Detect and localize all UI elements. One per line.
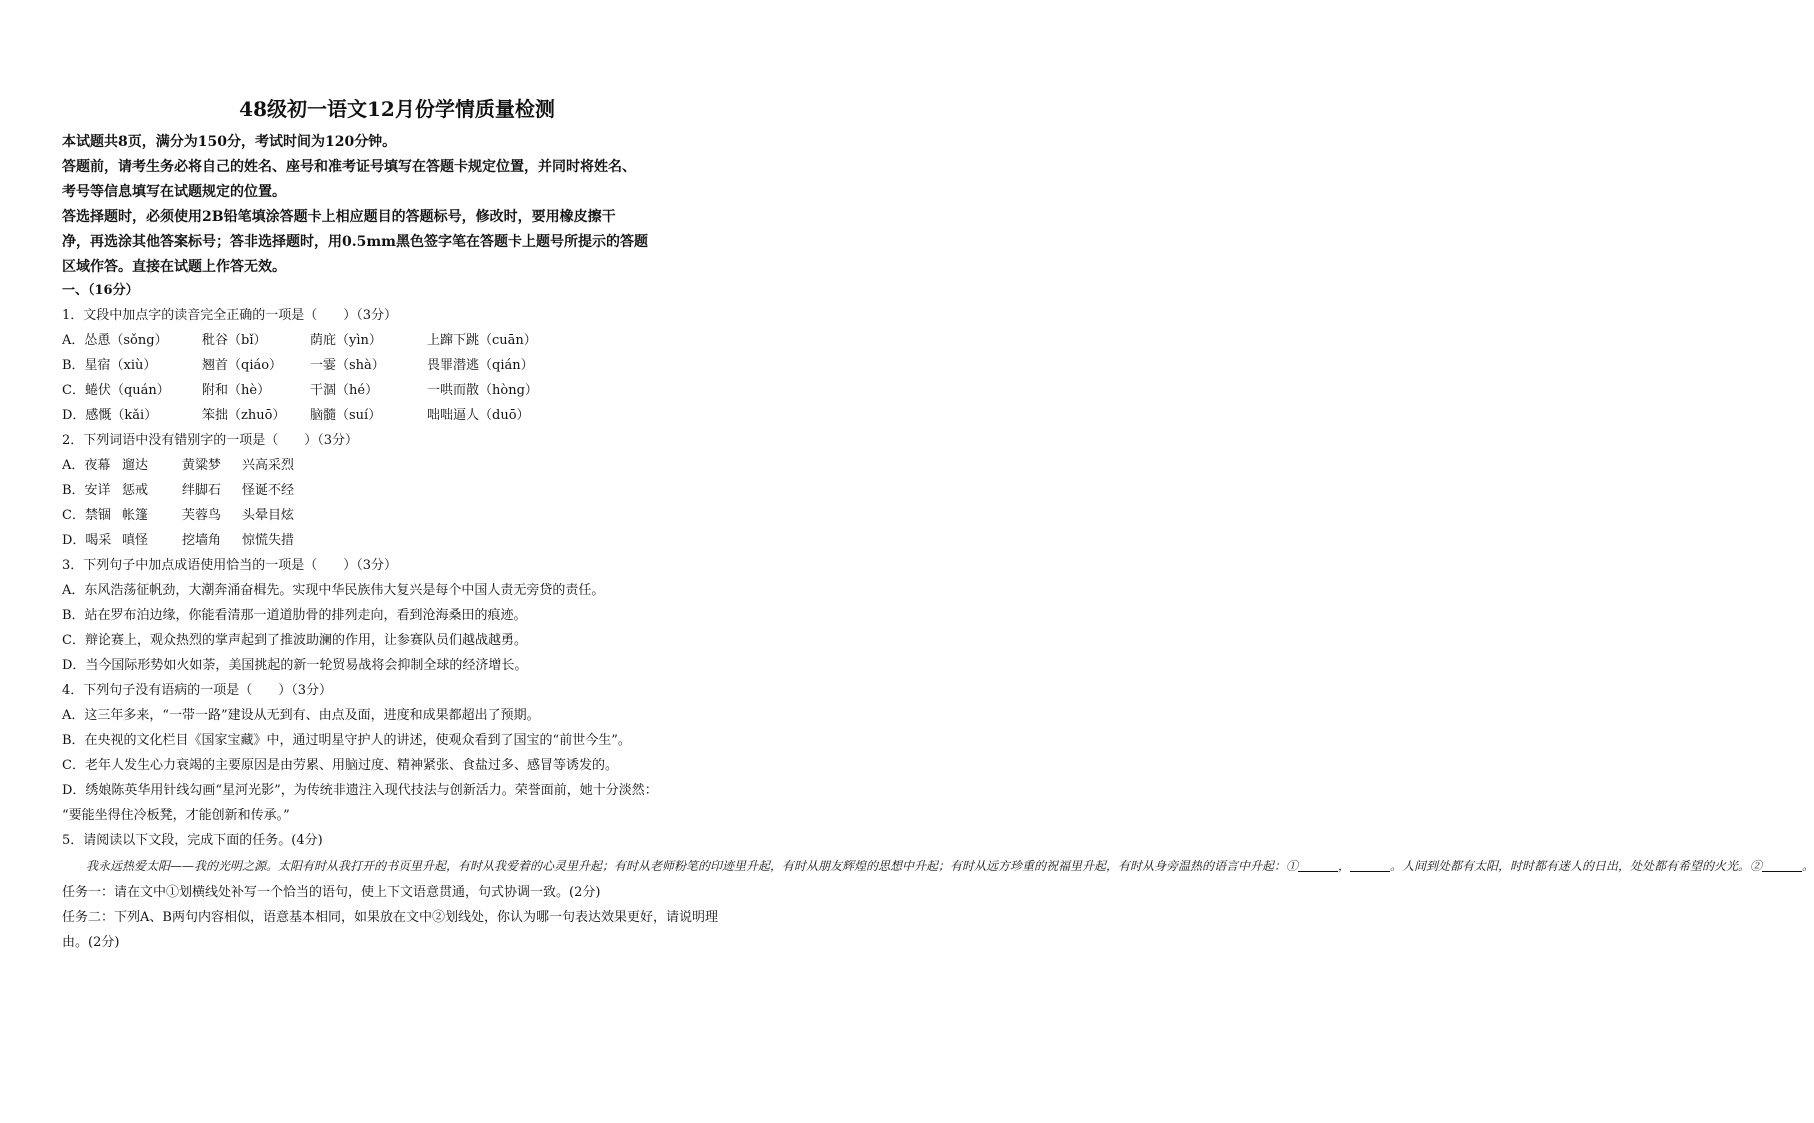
q4-option-a: A．这三年多来，“一带一路”建设从无到有、由点及面，进度和成果都超出了预期。 bbox=[62, 708, 540, 723]
option-item: 嗔怪 bbox=[122, 533, 149, 548]
q1-option-a bbox=[62, 328, 742, 353]
option-item: 帐篷 bbox=[122, 508, 149, 523]
option-item: 附和（hè） bbox=[202, 383, 271, 398]
question-5-stem: 5．请阅读以下文段，完成下面的任务。(4分) bbox=[62, 833, 323, 848]
option-item: 挖墙角 bbox=[182, 533, 222, 548]
option-item: D．感慨（kǎi） bbox=[62, 408, 158, 423]
option-item: 芙蓉鸟 bbox=[182, 508, 222, 523]
q2-option-b bbox=[62, 478, 742, 503]
option-item: 笨拙（zhuō） bbox=[202, 408, 286, 423]
question-2-stem: 2．下列词语中没有错别字的一项是（ ）（3分） bbox=[62, 433, 359, 448]
q1-option-c bbox=[62, 378, 742, 403]
instruction-line: 净，再选涂其他答案标号；答非选择题时，用0.5mm黑色签字笔在答题卡上题号所提示的答题 bbox=[62, 234, 648, 250]
instruction-line: 考号等信息填写在试题规定的位置。 bbox=[62, 184, 286, 200]
option-item: 一霎（shà） bbox=[310, 358, 385, 373]
option-item: 兴高采烈 bbox=[242, 458, 295, 473]
exam-content bbox=[62, 278, 1814, 955]
instruction-line: 答题前，请考生务必将自己的姓名、座号和准考证号填写在答题卡规定位置，并同时将姓名、 bbox=[62, 159, 636, 175]
option-item: A．夜幕 bbox=[62, 458, 111, 473]
option-item: 干涸（hé） bbox=[310, 383, 379, 398]
option-item: 畏罪潜逃（qián） bbox=[427, 358, 534, 373]
passage-text-part-2: 。人间到处都有太阳，时时都有迷人的日出，处处都有希望的火光。② bbox=[1390, 859, 1763, 873]
option-item: D．喝采 bbox=[62, 533, 112, 548]
instruction-line: 本试题共8页，满分为150分，考试时间为120分钟。 bbox=[62, 134, 397, 150]
option-item: 黄粱梦 bbox=[182, 458, 222, 473]
section-heading: 一、（16分） bbox=[62, 283, 139, 298]
option-item: 一哄而散（hòng） bbox=[427, 383, 538, 398]
exam-instructions bbox=[62, 130, 738, 280]
exam-title: 48级初一语文12月份学情质量检测 bbox=[239, 97, 555, 121]
option-item: B．星宿（xiù） bbox=[62, 358, 157, 373]
option-item: 翘首（qiáo） bbox=[202, 358, 283, 373]
q3-option-b: B．站在罗布泊边缘，你能看清那一道道肋骨的排列走向，看到沧海桑田的痕迹。 bbox=[62, 608, 527, 623]
question-3-stem: 3．下列句子中加点成语使用恰当的一项是（ ）（3分） bbox=[62, 558, 398, 573]
q2-option-c bbox=[62, 503, 742, 528]
option-item: C．蜷伏（quán） bbox=[62, 383, 170, 398]
instruction-line: 答选择题时，必须使用2B铅笔填涂答题卡上相应题目的答题标号，修改时，要用橡皮擦干 bbox=[62, 209, 616, 225]
option-item: A．怂恿（sǒng） bbox=[62, 333, 168, 348]
task-one: 任务一：请在文中①划横线处补写一个恰当的语句，使上下文语意贯通，句式协调一致。(2分) bbox=[62, 885, 601, 900]
q3-option-c: C．辩论赛上，观众热烈的掌声起到了推波助澜的作用，让参赛队员们越战越勇。 bbox=[62, 633, 527, 648]
passage-text-part-1: 我永远热爱太阳——我的光明之源。太阳有时从我打开的书页里升起，有时从我爱着的心灵里升起；有时从老师粉笔的印迹里升起，有时从朋友辉煌的思想中升起；有时从远方珍重的祝福里升起，有时从身旁温热的语言中升起：① bbox=[86, 859, 1299, 873]
option-item: 绊脚石 bbox=[182, 483, 222, 498]
q4-option-d: D．绣娘陈英华用针线勾画“星河光影”，为传统非遗注入现代技法与创新活力。荣誉面前，她十分淡然： bbox=[62, 783, 658, 798]
option-item: B．安详 bbox=[62, 483, 111, 498]
option-item: 惊慌失措 bbox=[242, 533, 295, 548]
q1-option-b bbox=[62, 353, 742, 378]
passage-separator: ， bbox=[1338, 859, 1351, 873]
option-item: 怪诞不经 bbox=[242, 483, 295, 498]
fill-blank-1 bbox=[1298, 857, 1338, 872]
q2-option-d bbox=[62, 528, 742, 553]
fill-blank-1b bbox=[1350, 857, 1390, 872]
question-4-stem: 4．下列句子没有语病的一项是（ ）（3分） bbox=[62, 683, 333, 698]
q4-option-c: C．老年人发生心力衰竭的主要原因是由劳累、用脑过度、精神紧张、食盐过多、感冒等诱发的。 bbox=[62, 758, 618, 773]
option-item: 咄咄逼人（duō） bbox=[427, 408, 530, 423]
q4-option-d-continued: “要能坐得住冷板凳，才能创新和传承。” bbox=[62, 808, 290, 823]
q3-option-d: D．当今国际形势如火如荼，美国挑起的新一轮贸易战将会抑制全球的经济增长。 bbox=[62, 658, 528, 673]
q2-option-a bbox=[62, 453, 742, 478]
option-item: 上蹿下跳（cuān） bbox=[427, 333, 537, 348]
question-1-stem: 1．文段中加点字的读音完全正确的一项是（ ）（3分） bbox=[62, 308, 398, 323]
instruction-line: 区域作答。直接在试题上作答无效。 bbox=[62, 259, 286, 275]
reading-passage: 我永远热爱太阳——我的光明之源。太阳有时从我打开的书页里升起，有时从我爱着的心灵里升起；有时从老师粉笔的印迹里升起，有时从朋友辉煌的思想中升起；有时从远方珍重的祝福里升起，有时从身旁温热的语言中升起：① ， 。人间到处都有太阳，时时都有迷人的日出，处处都有希望的火光。② 。 bbox=[86, 859, 1814, 873]
option-item: C．禁锢 bbox=[62, 508, 111, 523]
option-item: 惩戒 bbox=[122, 483, 149, 498]
q1-option-d bbox=[62, 403, 742, 428]
q4-option-b: B．在央视的文化栏目《国家宝藏》中，通过明星守护人的讲述，使观众看到了国宝的“前世今生”。 bbox=[62, 733, 631, 748]
task-two: 任务二：下列A、B两句内容相似，语意基本相同，如果放在文中②划线处，你认为哪一句表达效果更好，请说明理由。(2分) bbox=[62, 910, 718, 950]
fill-blank-2 bbox=[1762, 857, 1802, 872]
option-item: 脑髓（suí） bbox=[310, 408, 382, 423]
q3-option-a: A．东风浩荡征帆劲，大潮奔涌奋楫先。实现中华民族伟大复兴是每个中国人责无旁贷的责任。 bbox=[62, 583, 605, 598]
option-item: 遛达 bbox=[122, 458, 149, 473]
option-item: 荫庇（yìn） bbox=[310, 333, 382, 348]
option-item: 秕谷（bǐ） bbox=[202, 333, 267, 348]
option-item: 头晕目炫 bbox=[242, 508, 295, 523]
